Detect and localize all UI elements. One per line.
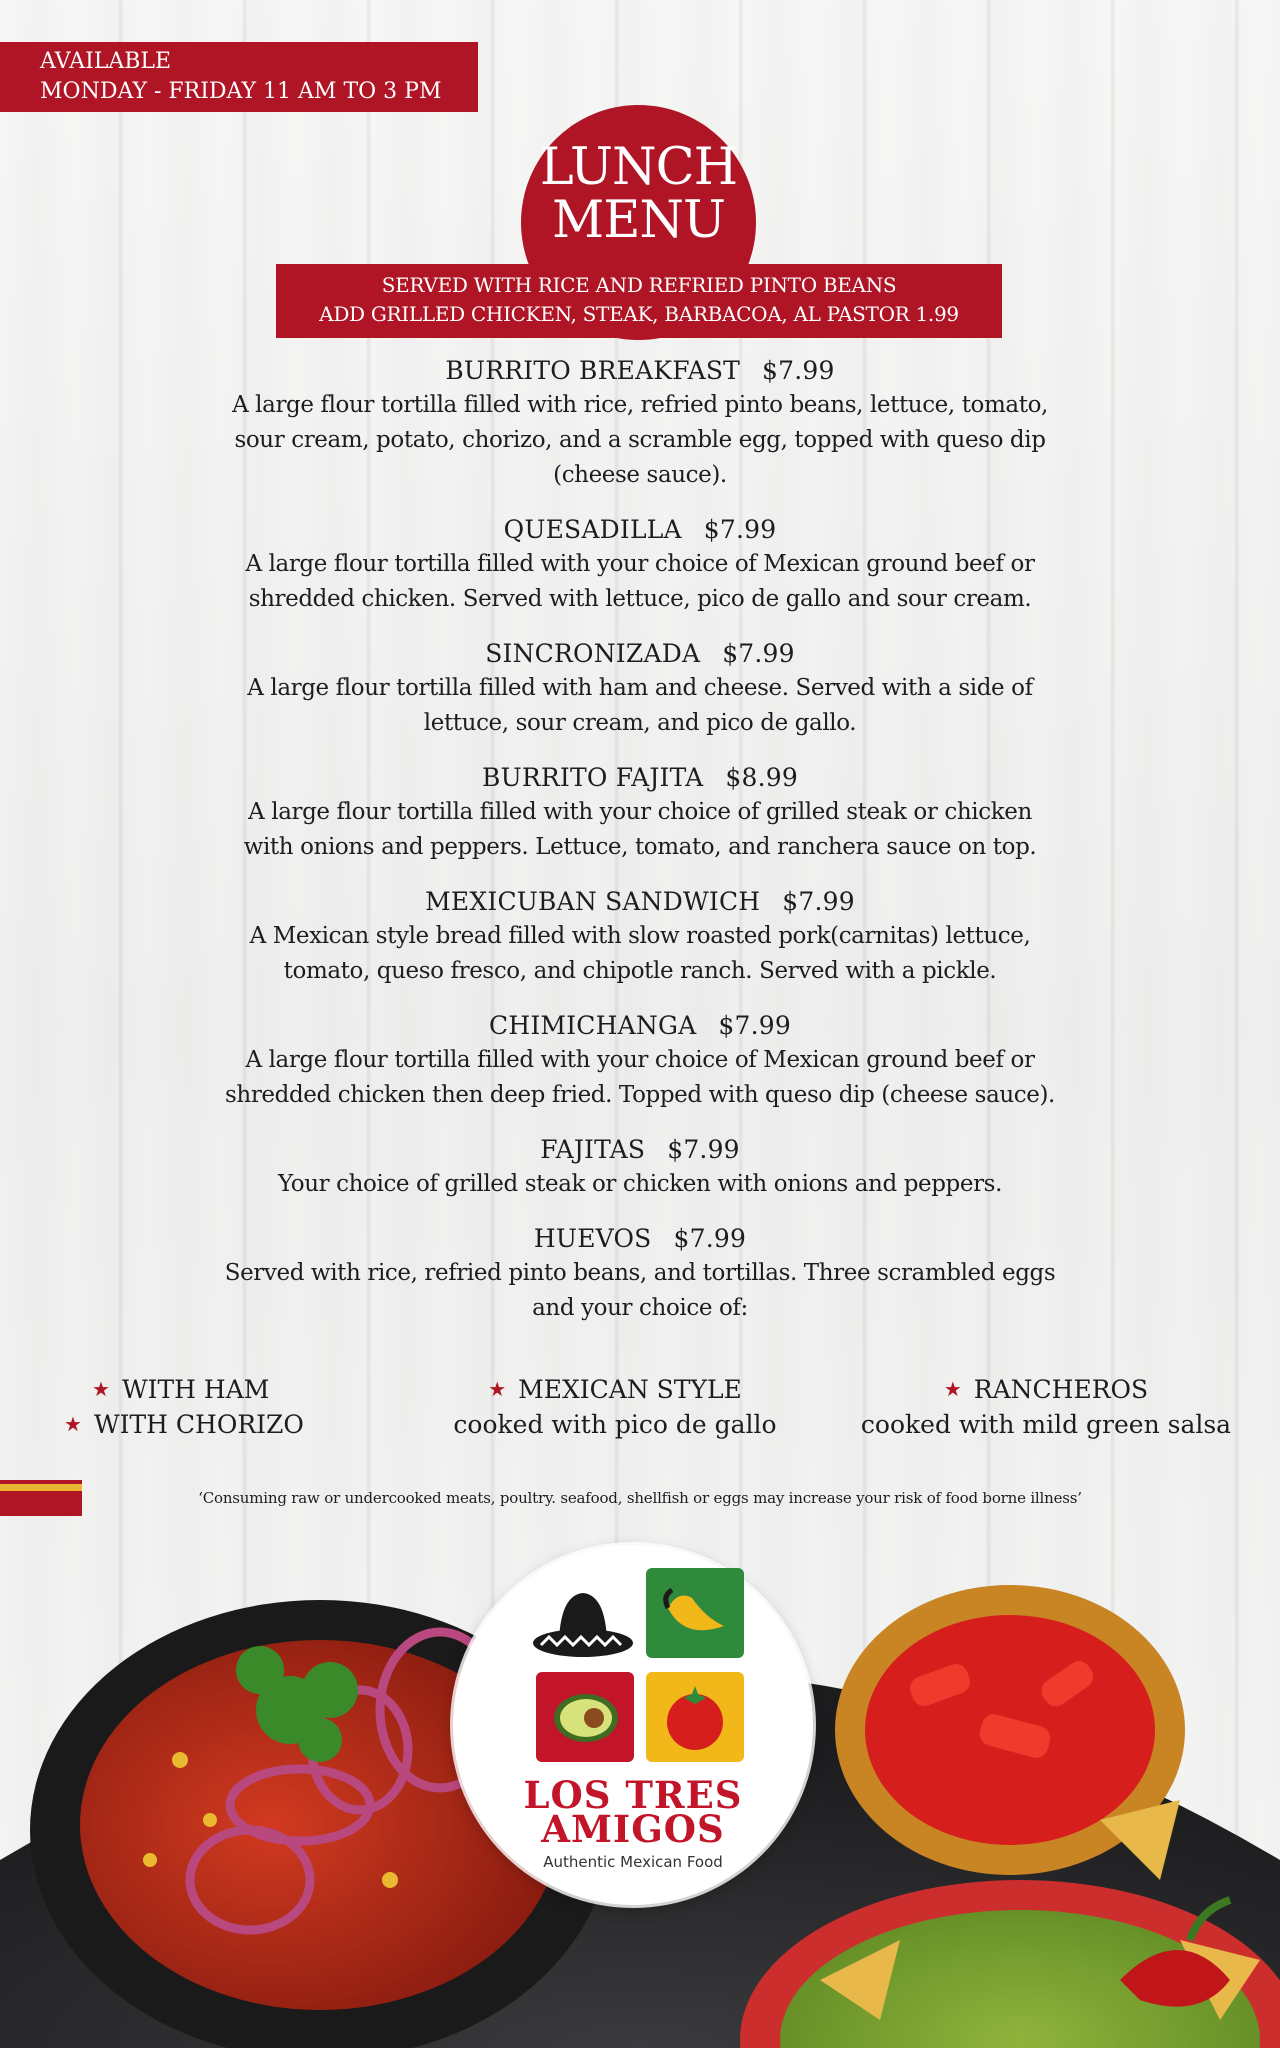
brand-tagline: Authentic Mexican Food	[543, 1853, 723, 1871]
tomato-icon	[646, 1672, 744, 1762]
description-line: A large flour tortilla filled with your choice of grilled steak or chicken	[248, 799, 1032, 825]
description-line: tomato, queso fresco, and chipotle ranch. Served with a pickle.	[283, 958, 997, 984]
star-icon: ★	[488, 1377, 507, 1401]
served-note-line-1: SERVED WITH RICE AND REFRIED PINTO BEANS	[381, 273, 897, 297]
option-label: WITH HAM	[121, 1375, 270, 1404]
option-label: RANCHEROS	[973, 1375, 1149, 1404]
menu-item-description	[130, 388, 1150, 493]
menu-item-name: CHIMICHANGA	[489, 1011, 697, 1040]
description-line: A Mexican style bread filled with slow roasted pork(carnitas) lettuce,	[249, 923, 1031, 949]
menu-item-price: $7.99	[722, 639, 795, 668]
title-line-2: MENU	[551, 191, 726, 250]
menu-item-header	[130, 1009, 1150, 1043]
menu-item-price: $7.99	[718, 1011, 791, 1040]
menu-item-name: QUESADILLA	[503, 515, 682, 544]
menu-item-name: HUEVOS	[533, 1224, 652, 1253]
description-line: shredded chicken. Served with lettuce, pico de gallo and sour cream.	[248, 586, 1032, 612]
menu-item-description	[130, 671, 1150, 741]
description-line: A large flour tortilla filled with ham and cheese. Served with a side of	[247, 675, 1033, 701]
menu-item-name: SINCRONIZADA	[485, 639, 701, 668]
option-column-3	[852, 1372, 1240, 1442]
description-line: with onions and peppers. Lettuce, tomato, and ranchera sauce on top.	[243, 834, 1037, 860]
option-mexican-style	[448, 1372, 782, 1407]
option-label: MEXICAN STYLE	[518, 1375, 742, 1404]
restaurant-logo	[453, 1545, 813, 1905]
menu-item-header	[130, 761, 1150, 795]
star-icon: ★	[92, 1377, 110, 1401]
menu-item-name: FAJITAS	[540, 1135, 646, 1164]
availability-label: AVAILABLE	[40, 49, 172, 74]
menu-item	[130, 1222, 1150, 1326]
option-with-chorizo	[64, 1407, 304, 1442]
chili-pepper-icon	[646, 1568, 744, 1658]
menu-item-name: BURRITO FAJITA	[482, 763, 704, 792]
option-label: WITH CHORIZO	[93, 1410, 304, 1439]
menu-item-description	[130, 1167, 1150, 1202]
description-line: (cheese sauce).	[553, 462, 727, 488]
star-icon: ★	[943, 1377, 962, 1401]
option-column-1	[64, 1372, 304, 1442]
description-line: and your choice of:	[532, 1295, 748, 1321]
menu-item-header	[130, 513, 1150, 547]
menu-item-price: $7.99	[782, 887, 855, 916]
menu-item	[130, 354, 1150, 493]
menu-item-header	[130, 637, 1150, 671]
menu-item-header	[130, 885, 1150, 919]
served-with-band	[276, 264, 1002, 338]
option-rancheros	[852, 1372, 1240, 1407]
description-line: A large flour tortilla filled with rice, refried pinto beans, lettuce, tomato,	[232, 392, 1048, 418]
menu-item-description	[130, 1256, 1150, 1326]
menu-item-header	[130, 354, 1150, 388]
description-line: lettuce, sour cream, and pico de gallo.	[423, 710, 857, 736]
menu-item	[130, 1133, 1150, 1202]
menu-item-description	[130, 919, 1150, 989]
avocado-icon	[536, 1672, 634, 1762]
option-description: cooked with mild green salsa	[860, 1410, 1232, 1439]
description-line: A large flour tortilla filled with your choice of Mexican ground beef or	[245, 1047, 1035, 1073]
description-line: sour cream, potato, chorizo, and a scramble egg, topped with queso dip	[234, 427, 1046, 453]
brand-name-line-2: AMIGOS	[541, 1807, 725, 1851]
star-icon: ★	[64, 1412, 82, 1436]
menu-item-header	[130, 1222, 1150, 1256]
menu-list	[130, 354, 1150, 1346]
availability-hours: MONDAY - FRIDAY 11 AM TO 3 PM	[40, 79, 442, 104]
menu-item-price: $7.99	[762, 356, 835, 385]
brand-name-line-1: LOS TRES	[523, 1773, 743, 1817]
menu-item	[130, 1009, 1150, 1113]
description-line: Served with rice, refried pinto beans, and tortillas. Three scrambled eggs	[224, 1260, 1056, 1286]
menu-item-price: $7.99	[673, 1224, 747, 1253]
menu-item-price: $7.99	[703, 515, 777, 544]
huevos-options	[0, 1372, 1280, 1452]
option-with-ham	[64, 1372, 304, 1407]
availability-banner	[0, 42, 478, 112]
option-column-2	[448, 1372, 782, 1442]
menu-item	[130, 885, 1150, 989]
menu-item	[130, 637, 1150, 741]
food-safety-disclaimer: ‘Consuming raw or undercooked meats, poultry. seafood, shellfish or eggs may increase your risk of food borne illness’	[198, 1489, 1082, 1507]
menu-item	[130, 761, 1150, 865]
menu-item	[130, 513, 1150, 617]
menu-item-description	[130, 1043, 1150, 1113]
menu-item-name: BURRITO BREAKFAST	[445, 356, 741, 385]
menu-item-price: $7.99	[667, 1135, 740, 1164]
menu-item-price: $8.99	[725, 763, 798, 792]
menu-item-description	[130, 547, 1150, 617]
option-description: cooked with pico de gallo	[453, 1410, 777, 1439]
menu-item-name: MEXICUBAN SANDWICH	[425, 887, 761, 916]
menu-item-header	[130, 1133, 1150, 1167]
description-line: Your choice of grilled steak or chicken with onions and peppers.	[278, 1171, 1002, 1197]
description-line: A large flour tortilla filled with your choice of Mexican ground beef or	[245, 551, 1035, 577]
menu-item-description	[130, 795, 1150, 865]
served-note-line-2: ADD GRILLED CHICKEN, STEAK, BARBACOA, AL PASTOR 1.99	[319, 302, 959, 326]
sombrero-icon	[531, 1585, 636, 1665]
title-line-1: LUNCH	[539, 138, 738, 197]
description-line: shredded chicken then deep fried. Topped with queso dip (cheese sauce).	[225, 1082, 1055, 1108]
